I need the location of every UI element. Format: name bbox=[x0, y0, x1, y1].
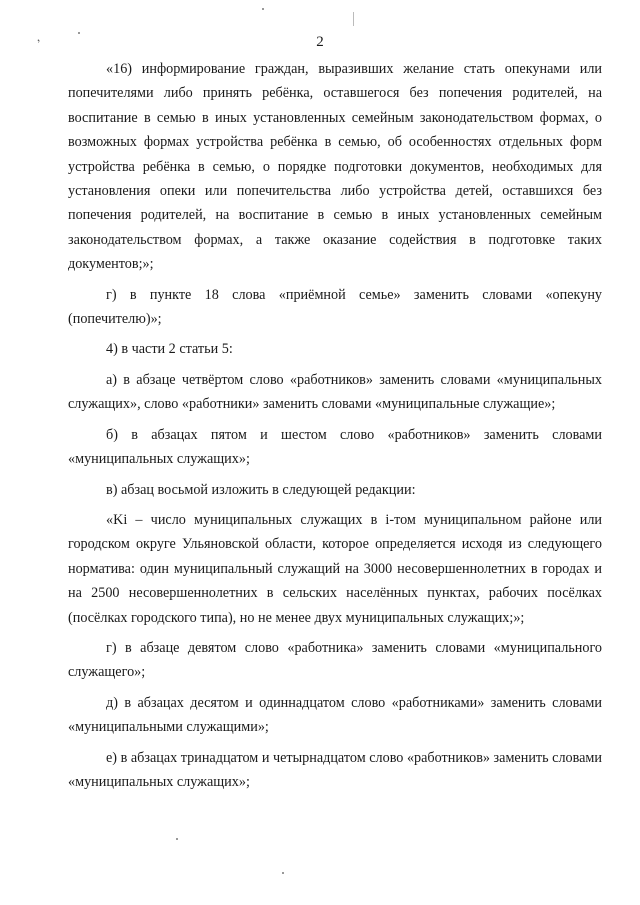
paragraph-item-a: а) в абзаце четвёртом слово «работников» заменить словами «муниципальных служащих», слово «работники» заменить словами «муниципальные служащие»; bbox=[68, 371, 602, 413]
scan-tick bbox=[353, 12, 354, 26]
paragraph-item-g: г) в абзаце девятом слово «работника» заменить словами «муниципального служащего»; bbox=[68, 639, 602, 681]
scan-dot bbox=[262, 8, 264, 10]
paragraph-item-g-18: г) в пункте 18 слова «приёмной семье» заменить словами «опекуну (попечителю)»; bbox=[68, 286, 602, 328]
page-number: 2 bbox=[316, 34, 324, 50]
paragraph-item-b: б) в абзацах пятом и шестом слово «работников» заменить словами «муниципальных служащих»; bbox=[68, 426, 602, 468]
paragraph-item-16: «16) информирование граждан, выразивших желание стать опекунами или попечителями либо принять ребёнка, оставшегося без попечения родителей, на воспитание в семью в иных установленных семейным законодательством формах, о возможных формах устройства ребёнка в семью, об особенностях отдельных форм устройства ребёнка в семью, о порядке подготовки документов, необходимых для установления опеки или попечительства либо устройства детей, оставшихся без попечения родителей, на воспитание в семью в иных установленных семейным законодательством формах, а также оказание содействия в подготовке таких документов;»; bbox=[68, 61, 602, 273]
paragraph-item-v: в) абзац восьмой изложить в следующей редакции: bbox=[106, 481, 416, 498]
paragraph-ki-definition: «Ki – число муниципальных служащих в i-том муниципальном районе или городском округе Ульяновской области, которое определяется исходя из следующего норматива: один муниципальный служащий на 3000 несовершеннолетних в городах и на 2500 несовершеннолетних в сельских населённых пунктах, рабочих посёлках (посёлках городского типа), но не менее двух муниципальных служащих;»; bbox=[68, 511, 602, 626]
scan-dot bbox=[282, 872, 284, 874]
paragraph-item-e: е) в абзацах тринадцатом и четырнадцатом слово «работников» заменить словами «муниципальных служащих»; bbox=[68, 749, 602, 790]
document-body bbox=[68, 57, 602, 794]
scan-dot bbox=[176, 838, 178, 840]
paragraph-item-d: д) в абзацах десятом и одиннадцатом слово «работниками» заменить словами «муниципальными служащими»; bbox=[68, 694, 602, 736]
scan-mark: , bbox=[33, 29, 42, 45]
paragraph-part-2-article-5: 4) в части 2 статьи 5: bbox=[106, 341, 233, 358]
